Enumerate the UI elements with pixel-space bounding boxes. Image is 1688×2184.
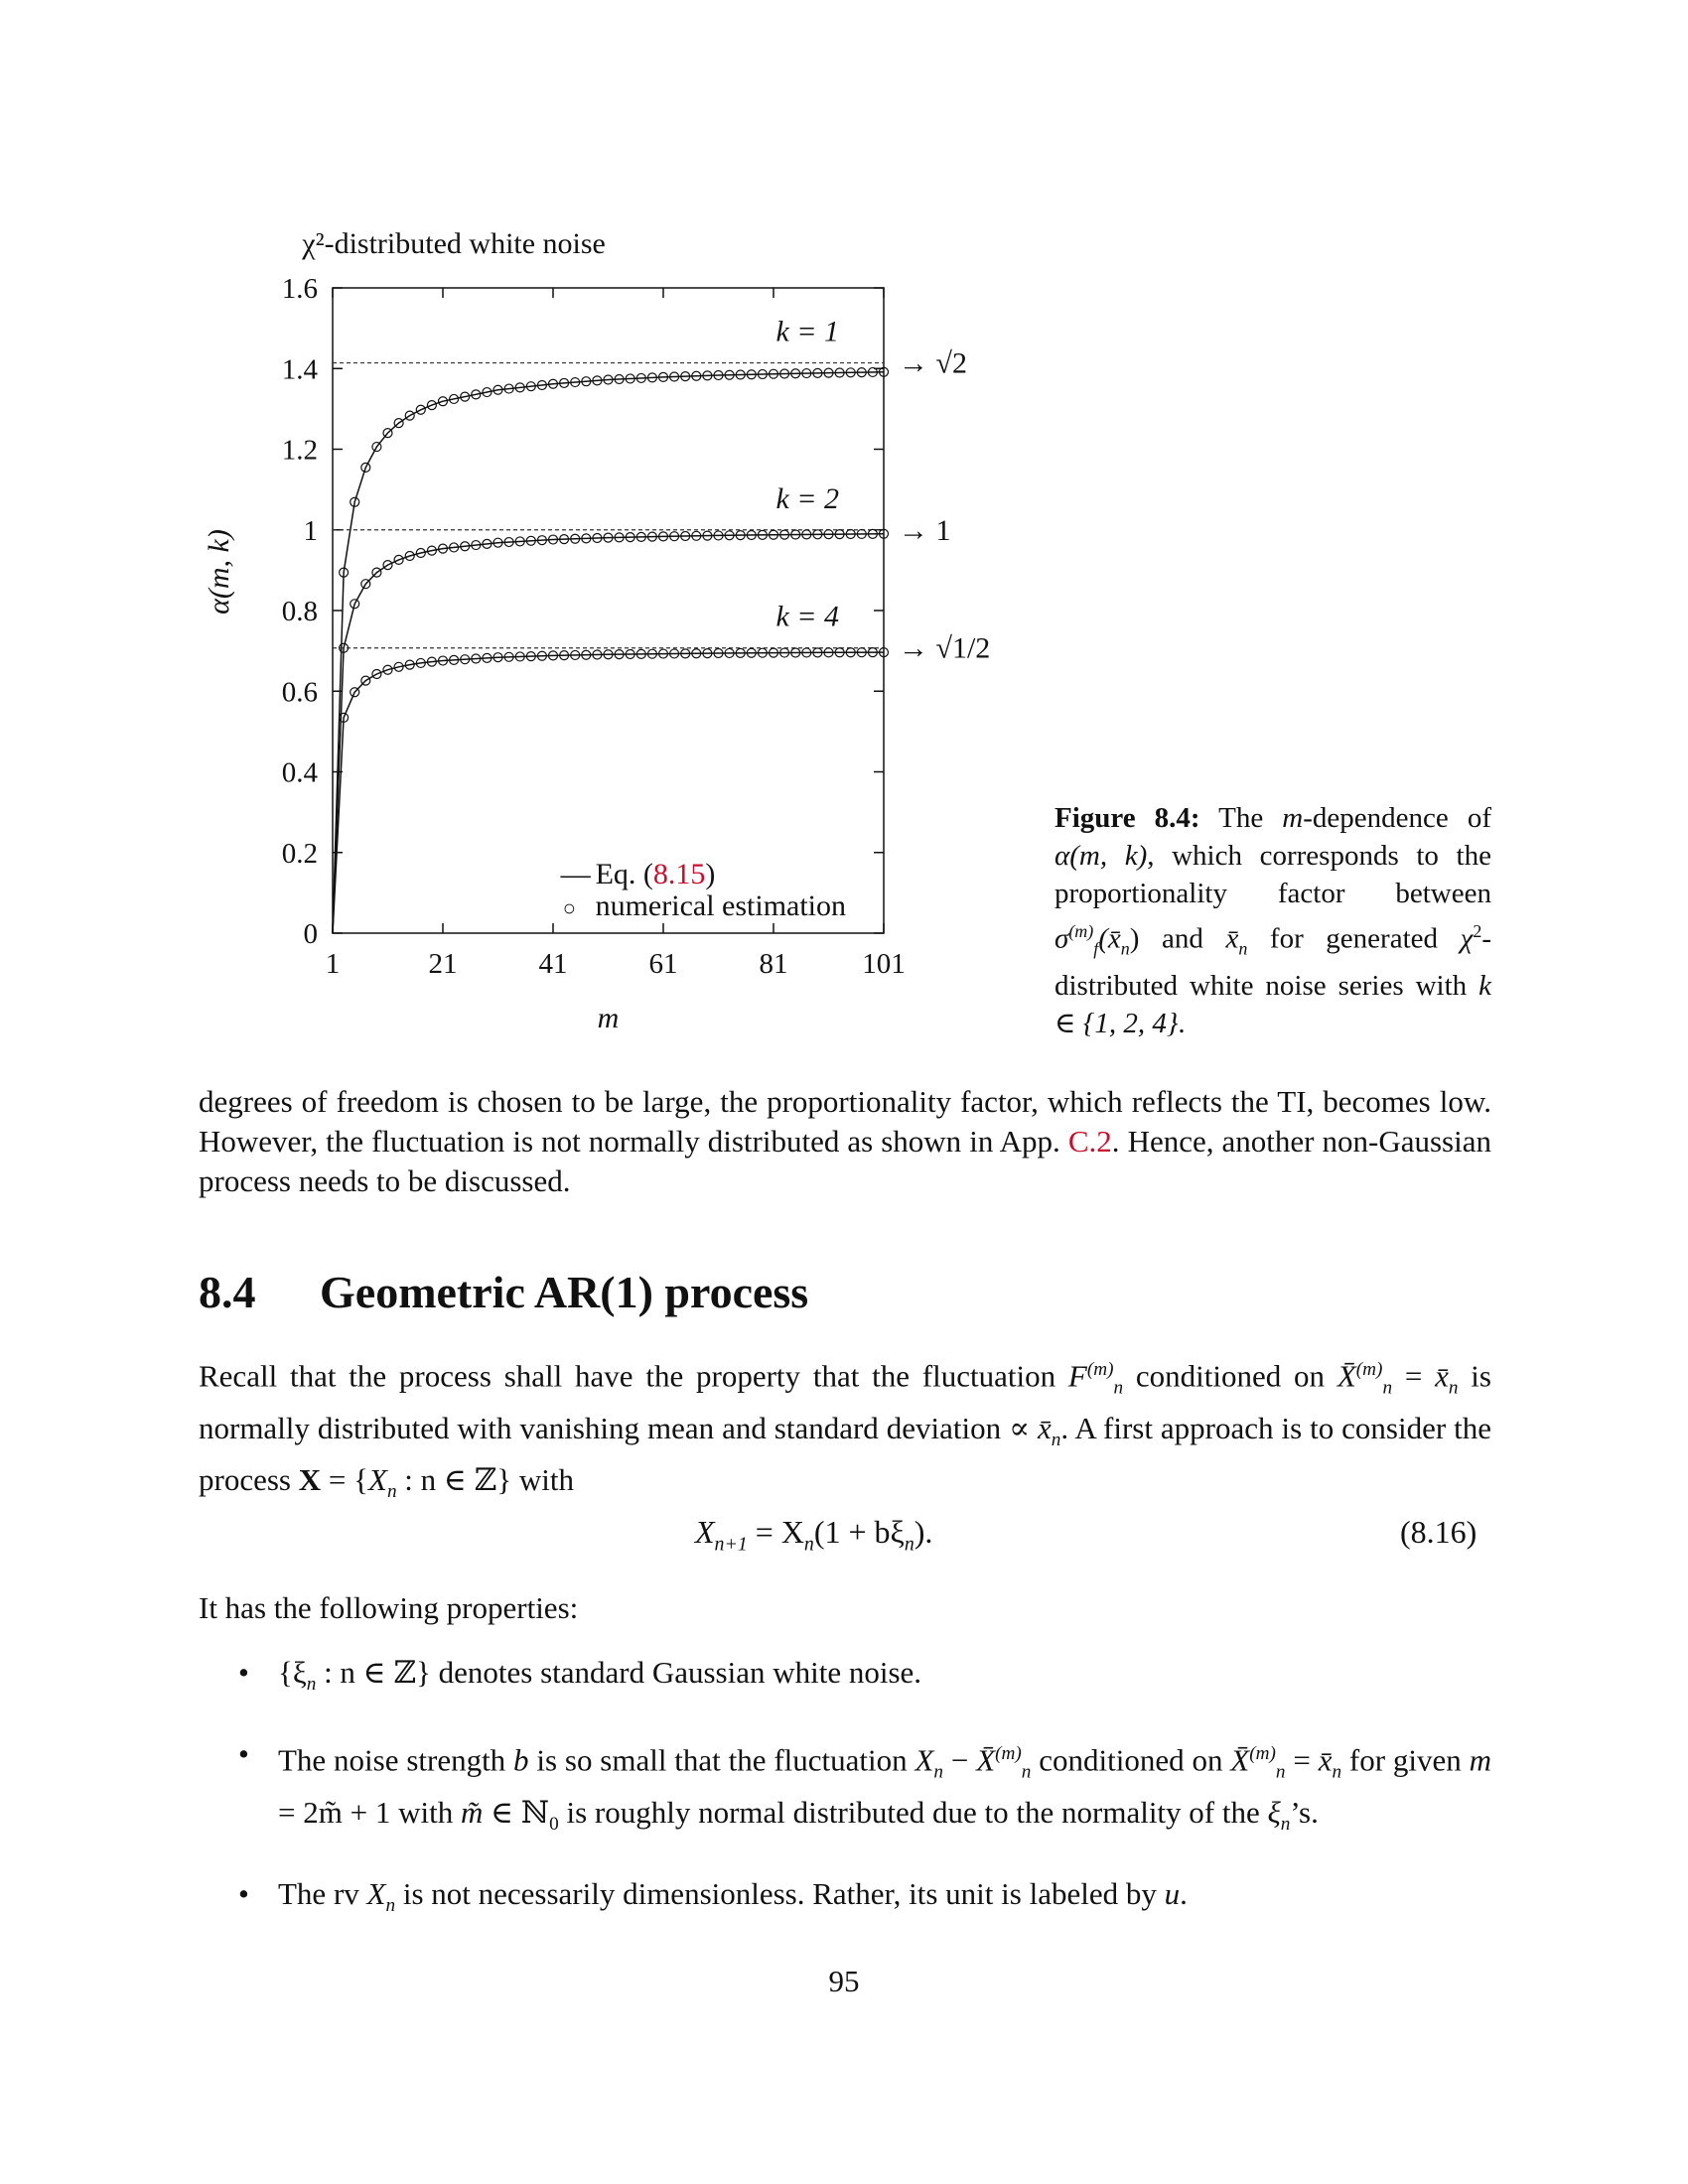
list-text: ∈ ℕ: [483, 1794, 550, 1830]
series-label: k = 4: [775, 600, 839, 633]
equation-part: = X: [747, 1514, 804, 1550]
equation-part: X: [695, 1514, 715, 1550]
list-math: n: [1280, 1813, 1291, 1835]
page-number: 95: [828, 1964, 860, 1998]
list-math: m: [1469, 1742, 1491, 1778]
list-math: ξ: [1267, 1794, 1281, 1830]
x-tick-label: 21: [428, 948, 458, 980]
list-text: is roughly normal distributed due to the normality of the: [558, 1794, 1268, 1830]
y-tick-label: 0: [303, 918, 318, 950]
legend-entry-model: Eq. (8.15): [595, 858, 716, 890]
paragraph-math: x̄: [1435, 1358, 1449, 1394]
caption-math: χ: [1460, 922, 1474, 955]
list-text: {ξ: [278, 1655, 307, 1690]
chart-title: χ²-distributed white noise: [302, 227, 606, 260]
list-math: (m): [1249, 1743, 1276, 1765]
asymptote-label: → √1/2: [899, 631, 991, 665]
caption-math: α(m, k): [1055, 840, 1148, 872]
caption-math: 2: [1473, 921, 1482, 941]
paragraph-text: . A first approach is to consider the process: [199, 1410, 1491, 1497]
list-math: b: [513, 1742, 529, 1778]
caption-text: , which corresponds to the proportionality factor between: [1055, 840, 1491, 909]
paragraph-text: : n ∈ ℤ} with: [396, 1461, 574, 1497]
x-tick-label: 41: [538, 948, 568, 980]
equation-part: ).: [914, 1514, 933, 1550]
caption-math: k ∈ {1, 2, 4}: [1055, 970, 1491, 1040]
paragraph-math: n: [1051, 1429, 1061, 1450]
equation-8-16: [695, 1514, 932, 1556]
list-math: X̄: [976, 1742, 996, 1778]
series-label: k = 2: [775, 481, 839, 515]
x-axis-label: m: [597, 1002, 620, 1034]
paragraph-math: x̄: [1038, 1410, 1052, 1445]
list-math: X: [366, 1875, 386, 1911]
list-math: n: [1275, 1761, 1286, 1783]
list-item: [238, 1653, 1491, 1705]
caption-label: Figure 8.4:: [1055, 802, 1200, 834]
y-tick-label: 0.2: [281, 837, 318, 870]
list-text: is not necessarily dimensionless. Rather, its unit is labeled by: [395, 1875, 1165, 1911]
equation-part: n: [803, 1533, 814, 1556]
paragraph-math: (m): [1355, 1359, 1383, 1380]
equation-number: (8.16): [1400, 1514, 1477, 1550]
caption-text: .: [1178, 1008, 1186, 1040]
caption-text: ): [1129, 922, 1140, 955]
caption-math: (x̄: [1098, 922, 1121, 955]
paragraph-text: degrees of freedom is chosen to be large, the proportionality factor, which reflects the TI, becomes low. However, the fluctuation is not normally distributed as shown in App.: [199, 1084, 1491, 1159]
list-math: (m): [995, 1743, 1022, 1765]
paragraph-text: Recall that the process shall have the property that the fluctuation: [199, 1358, 1068, 1394]
list-text: −: [943, 1742, 977, 1778]
figure-caption: [1055, 799, 1491, 1042]
paragraph-math: n: [386, 1480, 397, 1502]
caption-math: f: [1093, 938, 1099, 959]
list-text: The rv: [278, 1875, 367, 1911]
list-math: n: [306, 1674, 317, 1696]
x-tick-label: 101: [862, 948, 906, 980]
list-text: =: [1285, 1742, 1319, 1778]
section-heading: [199, 1266, 808, 1318]
asymptote-label: → √2: [899, 346, 967, 380]
paragraph-text: conditioned on: [1123, 1358, 1337, 1394]
paragraph-math: n: [1448, 1377, 1459, 1399]
caption-text: -distributed white noise series with: [1055, 922, 1492, 1003]
legend-point-symbol: ○: [562, 895, 576, 920]
equation-part: (1 + bξ: [813, 1514, 905, 1550]
y-tick-label: 1: [303, 514, 318, 547]
list-math: 0: [549, 1813, 559, 1835]
y-tick-label: 0.4: [281, 756, 318, 789]
caption-text: The: [1199, 802, 1283, 834]
series-label: k = 1: [775, 315, 839, 348]
caption-math: m: [1282, 802, 1304, 834]
y-tick-label: 1.2: [281, 434, 318, 467]
paragraph-math: F: [1067, 1358, 1087, 1394]
list-math: x̄: [1318, 1742, 1333, 1778]
figure-chart: [194, 213, 1087, 1037]
paragraph-math: (m): [1086, 1359, 1114, 1380]
y-tick-label: 1.6: [281, 273, 318, 305]
legend-entry-points: numerical estimation: [595, 889, 847, 922]
y-axis-label: α(m, k): [203, 529, 235, 614]
caption-math: x̄: [1225, 922, 1239, 955]
caption-text: and: [1139, 922, 1226, 955]
list-text: conditioned on: [1031, 1742, 1231, 1778]
list-text: The noise strength: [278, 1742, 514, 1778]
legend-line-symbol: —: [560, 858, 591, 890]
list-text: .: [1180, 1875, 1188, 1911]
caption-math: n: [1120, 938, 1130, 959]
asymptote-label: → 1: [899, 513, 951, 547]
x-tick-label: 61: [648, 948, 678, 980]
paragraph-math: X: [368, 1461, 387, 1497]
paragraph-math: n: [1382, 1377, 1393, 1399]
caption-text: -dependence of: [1303, 802, 1491, 834]
list-text: = 2m̃ + 1 with: [278, 1794, 461, 1830]
list-item: [238, 1734, 1491, 1844]
list-math: u: [1164, 1875, 1181, 1911]
property-list: [238, 1653, 1491, 1956]
y-tick-label: 0.6: [281, 676, 318, 709]
paragraph-properties: It has the following properties:: [199, 1590, 579, 1625]
caption-math: n: [1238, 938, 1248, 959]
paragraph-math: X: [298, 1461, 322, 1497]
section-number: 8.4: [199, 1267, 256, 1317]
paragraph-text: =: [1392, 1358, 1436, 1394]
paragraph-text: . Hence, another non-Gaussian process needs to be discussed.: [199, 1124, 1491, 1198]
caption-math: σ: [1055, 922, 1069, 955]
paragraph-text: = {: [321, 1461, 368, 1497]
paragraph-math: X̄: [1336, 1358, 1356, 1394]
list-text: is so small that the fluctuation: [528, 1742, 915, 1778]
list-text: for given: [1341, 1742, 1470, 1778]
x-tick-label: 81: [759, 948, 788, 980]
list-math: X̄: [1230, 1742, 1250, 1778]
appendix-link[interactable]: C.2: [1067, 1124, 1112, 1159]
list-math: n: [385, 1895, 396, 1917]
list-math: n: [1021, 1761, 1032, 1783]
list-math: n: [933, 1761, 944, 1783]
caption-text: for generated: [1247, 922, 1461, 955]
paragraph-intro: [199, 1082, 1491, 1201]
y-tick-label: 0.8: [281, 596, 318, 627]
paragraph-text: is normally distributed with vanishing mean and standard deviation ∝: [199, 1358, 1491, 1445]
list-math: n: [1332, 1761, 1342, 1783]
y-tick-label: 1.4: [281, 353, 318, 386]
equation-part: n+1: [714, 1533, 748, 1556]
list-item: [238, 1874, 1491, 1926]
list-math: X: [914, 1742, 934, 1778]
list-text: ’s.: [1290, 1794, 1319, 1830]
section-title: Geometric AR(1) process: [320, 1267, 809, 1317]
x-tick-label: 1: [325, 948, 341, 980]
list-text: : n ∈ ℤ} denotes standard Gaussian white noise.: [316, 1655, 922, 1690]
equation-part: n: [904, 1533, 914, 1556]
paragraph-math: n: [1113, 1377, 1124, 1399]
paragraph-recall: [199, 1350, 1491, 1512]
list-math: m̃: [460, 1794, 484, 1830]
caption-math: (m): [1068, 921, 1094, 941]
